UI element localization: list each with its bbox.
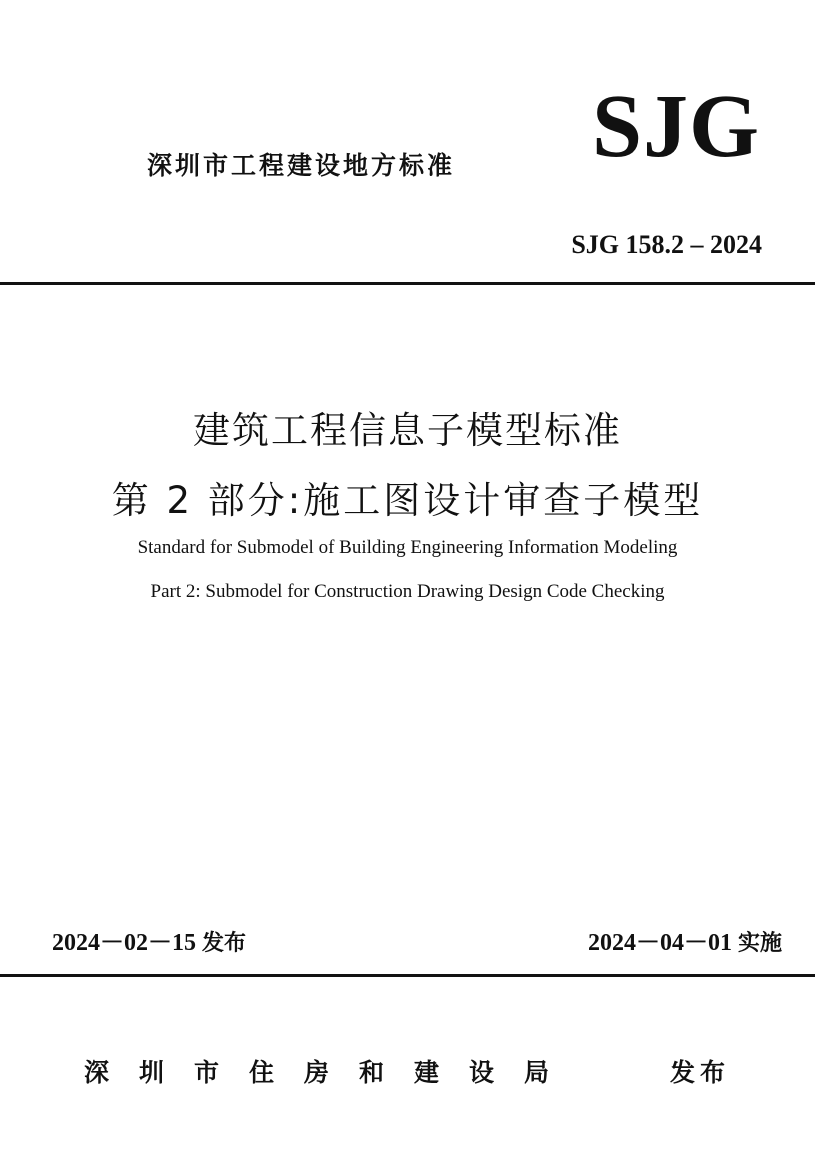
title-chinese-line-2: 第 2 部分:施工图设计审查子模型 — [111, 479, 704, 522]
publisher-action: 发布 — [669, 1058, 730, 1087]
effective-date-label: 实施 — [737, 931, 782, 956]
title-english-line-1: Standard for Submodel of Building Engineering Information Modeling — [137, 537, 678, 558]
title-chinese-line-1: 建筑工程信息子模型标准 — [193, 409, 622, 452]
bottom-divider — [0, 974, 815, 977]
issue-date-label: 发布 — [202, 931, 247, 956]
publisher-name: 深圳市住房和建设局 — [84, 1058, 580, 1087]
standard-category-label: 深圳市工程建设地方标准 — [147, 151, 456, 180]
issue-date — [52, 922, 246, 957]
effective-date-value: 2024－04－01 — [587, 930, 732, 956]
sjg-logo: SJG — [591, 77, 760, 176]
issue-date-value: 2024－02－15 — [52, 930, 196, 956]
title-english-line-2: Part 2: Submodel for Construction Drawing Design Code Checking — [150, 581, 665, 602]
effective-date — [588, 922, 782, 957]
standard-code: SJG 158.2 – 2024 — [571, 230, 762, 259]
top-divider — [0, 282, 815, 285]
